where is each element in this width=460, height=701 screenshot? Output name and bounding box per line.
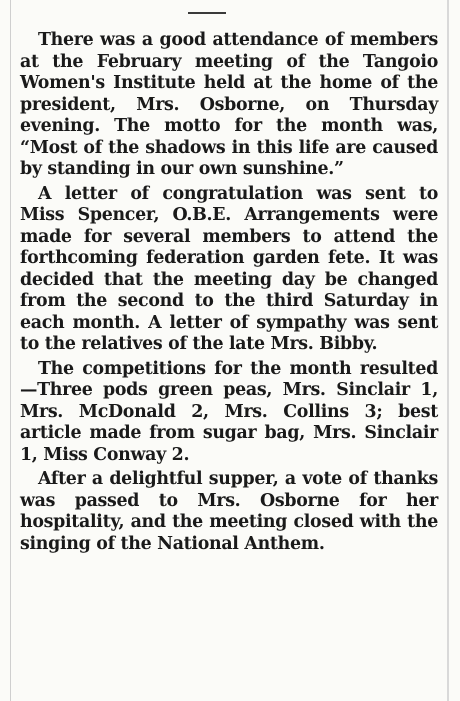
article-paragraph: After a delightful supper, a vote of thanks was passed to Mrs. Osborne for her hospitality, and the meeting closed with the singing of the National Anthem. bbox=[20, 469, 438, 554]
article-paragraph: There was a good attendance of members at the February meeting of the Tangoio Women's Institute held at the home of the president, Mrs. Osborne, on Thursday evening. The motto for the month was, “Most of the shadows in this life are caused by standing in our own sunshine.” bbox=[20, 30, 438, 179]
article-paragraph: A letter of congratulation was sent to Miss Spencer, O.B.E. Arrangements were made for several members to attend the forthcoming federation garden fete. It was decided that the meeting day be changed from the second to the third Saturday in each month. A letter of sympathy was sent to the relatives of the late Mrs. Bibby. bbox=[20, 183, 438, 354]
column-border-right bbox=[447, 0, 449, 701]
article-paragraph: The competitions for the month resulted—Three pods green peas, Mrs. Sinclair 1, Mrs. McDonald 2, Mrs. Collins 3; best article made from sugar bag, Mrs. Sinclair 1, Miss Conway 2. bbox=[20, 358, 438, 465]
column-border-left bbox=[10, 0, 11, 701]
article-body bbox=[20, 30, 438, 558]
section-divider-rule bbox=[188, 12, 226, 14]
